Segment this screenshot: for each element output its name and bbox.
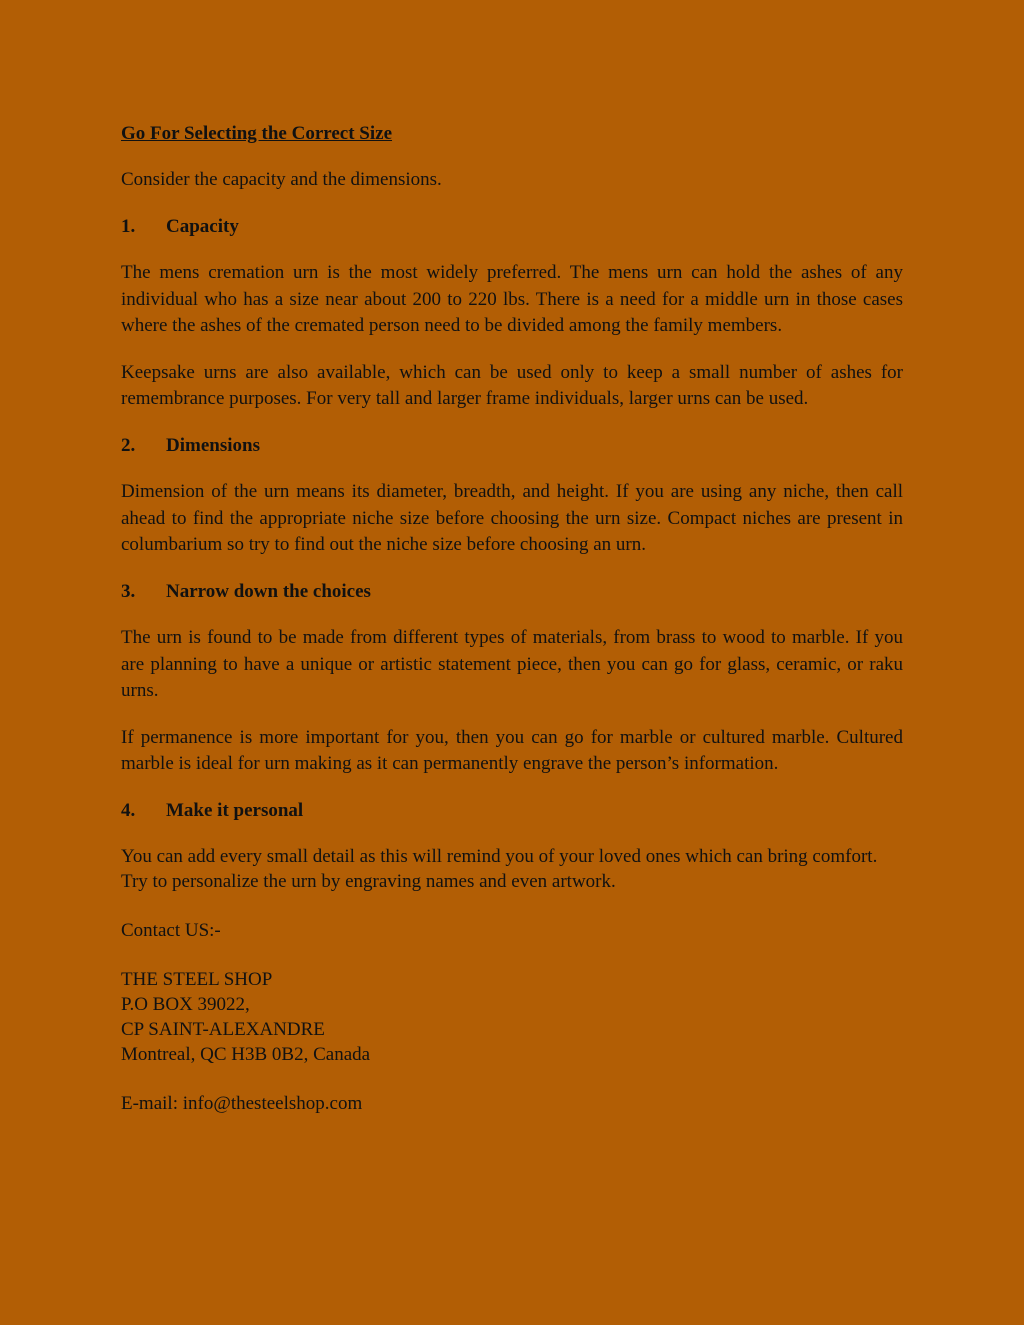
- section-heading-dimensions: [121, 433, 903, 460]
- address-line: THE STEEL SHOP: [121, 969, 273, 990]
- personal-paragraph: You can add every small detail as this will remind you of your loved ones which can bring comfort. Try to personalize the urn by engraving names and even artwork.: [121, 846, 878, 892]
- contact-address: [121, 967, 903, 1067]
- capacity-paragraph: The mens cremation urn is the most widely preferred. The mens urn can hold the ashes of any individual who has a size near about 200 to 220 lbs. There is a need for a middle urn in those cases where the ashes of the cremated person need to be divided among the family members.: [121, 262, 903, 336]
- intro-paragraph: Consider the capacity and the dimensions.: [121, 169, 442, 190]
- document-body: [121, 120, 903, 1116]
- section-number: 2.: [121, 434, 136, 456]
- address-line: Montreal, QC H3B 0B2, Canada: [121, 1044, 371, 1065]
- dimensions-paragraph: Dimension of the urn means its diameter, breadth, and height. If you are using any niche, then call ahead to find the appropriate niche size before choosing the urn size. Compact niches are present in columbarium so try to find out the niche size before choosing an urn.: [121, 481, 903, 555]
- document-title: Go For Selecting the Correct Size: [121, 123, 393, 144]
- section-number: 1.: [121, 215, 136, 237]
- section-number: 3.: [121, 580, 136, 602]
- section-heading-capacity: [121, 214, 903, 241]
- section-heading-text: Dimensions: [166, 434, 260, 456]
- materials-paragraph: The urn is found to be made from different types of materials, from brass to wood to marble. If you are planning to have a unique or artistic statement piece, then you can go for glass, ceramic, or raku urns.: [121, 627, 903, 701]
- contact-email: E-mail: info@thesteelshop.com: [121, 1093, 363, 1114]
- section-heading-text: Capacity: [166, 215, 239, 237]
- section-number: 4.: [121, 799, 136, 821]
- permanence-paragraph: If permanence is more important for you, then you can go for marble or cultured marble. Cultured marble is ideal for urn making as it can permanently engrave the person’s information.: [121, 726, 903, 774]
- section-heading-text: Make it personal: [166, 799, 304, 821]
- section-heading-text: Narrow down the choices: [166, 580, 371, 602]
- section-heading-personal: [121, 798, 903, 825]
- contact-label: Contact US:-: [121, 920, 221, 941]
- address-line: P.O BOX 39022,: [121, 994, 250, 1015]
- address-line: CP SAINT-ALEXANDRE: [121, 1019, 325, 1040]
- section-heading-choices: [121, 579, 903, 606]
- keepsake-paragraph: Keepsake urns are also available, which can be used only to keep a small number of ashes for remembrance purposes. For very tall and larger frame individuals, larger urns can be used.: [121, 361, 903, 409]
